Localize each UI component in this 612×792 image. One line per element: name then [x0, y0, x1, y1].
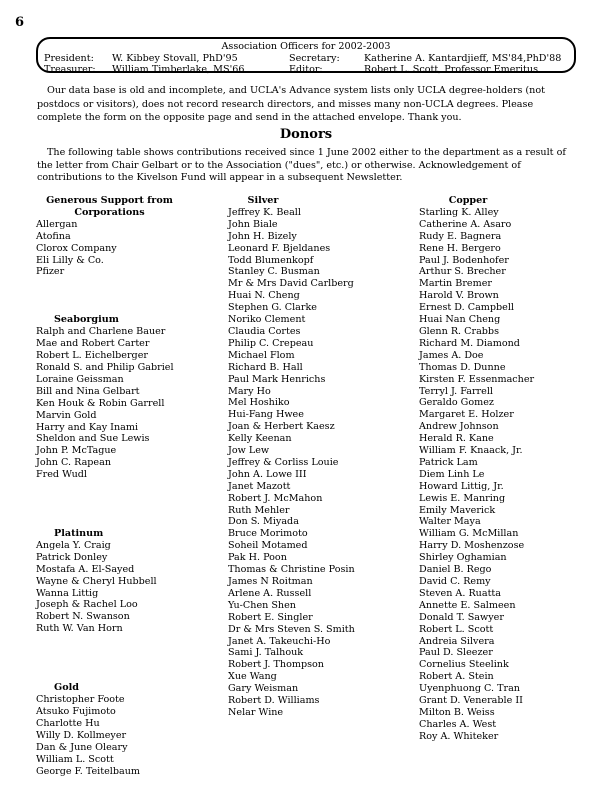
officers-title: Association Officers for 2002-2003	[221, 41, 391, 52]
donor-name: Allergan	[36, 218, 78, 230]
donor-name: Christopher Foote	[36, 694, 125, 706]
donor-name: Todd Blumenkopf	[228, 254, 314, 266]
donor-name: Harold V. Brown	[419, 290, 499, 302]
donor-name: Howard Littig, Jr.	[419, 480, 504, 492]
donor-name: Uyenphuong C. Tran	[419, 683, 520, 695]
donor-name: Ralph and Charlene Bauer	[36, 326, 166, 338]
donor-name: Terryl J. Farrell	[419, 385, 493, 397]
donor-name: Sheldon and Sue Lewis	[36, 433, 150, 445]
donor-name: Milton B. Weiss	[419, 706, 495, 718]
donor-name: Mr & Mrs David Carlberg	[228, 278, 354, 290]
donor-name: Fred Wudl	[36, 469, 87, 481]
donor-name: Don S. Miyada	[228, 516, 299, 528]
donor-name: Jeffrey & Corliss Louie	[228, 456, 339, 468]
donor-name: Starling K. Alley	[419, 206, 499, 218]
donor-name: Joseph & Rachel Loo	[36, 599, 138, 611]
officer-row	[38, 64, 574, 76]
donor-name: Ronald S. and Philip Gabriel	[36, 361, 174, 373]
donor-name: Jeffrey K. Beall	[228, 206, 301, 218]
donor-name: Harry and Kay Inami	[36, 421, 139, 433]
donor-name: Rene H. Bergero	[419, 242, 501, 254]
donor-name: Patrick Lam	[419, 456, 478, 468]
donor-name: John Biale	[228, 218, 278, 230]
donor-name: Walter Maya	[419, 516, 481, 528]
donor-name: Richard M. Diamond	[419, 337, 520, 349]
donor-name: Glenn R. Crabbs	[419, 325, 499, 337]
officer-name: Robert L. Scott, Professor Emeritus	[364, 64, 539, 75]
donors-heading: Donors	[279, 127, 333, 142]
seaborgium-list	[36, 326, 216, 481]
donor-name: Angela Y. Craig	[36, 539, 111, 551]
platinum-list	[36, 540, 216, 635]
donor-name: Stephen G. Clarke	[228, 302, 317, 314]
donor-name: Janet Mazott	[228, 480, 291, 492]
donor-name: James A. Doe	[419, 349, 484, 361]
donor-name: Ruth W. Van Horn	[36, 623, 123, 635]
donor-name: Mae and Robert Carter	[36, 338, 150, 350]
donor-name: Rudy E. Bagnera	[419, 230, 502, 242]
gold-list	[36, 694, 216, 777]
donor-name: George F. Teitelbaum	[36, 765, 140, 777]
donor-name: Kirsten F. Essenmacher	[419, 373, 535, 385]
silver-list	[228, 207, 408, 719]
donor-name: William L. Scott	[36, 753, 114, 765]
donor-name: Cornelius Steelink	[419, 659, 509, 671]
donor-name: David C. Remy	[419, 576, 491, 587]
donor-column-1	[36, 195, 216, 777]
donor-name: Geraldo Gomez	[419, 397, 494, 409]
donor-column-3	[419, 195, 599, 743]
donor-name: Robert L. Eichelberger	[36, 350, 148, 362]
donor-name: Huai N. Cheng	[228, 290, 300, 302]
donor-name: Paul D. Sleezer	[419, 647, 493, 659]
donor-name: Jow Lew	[228, 445, 270, 457]
donor-name: Yu-Chen Shen	[228, 599, 296, 611]
donor-name: Ernest D. Campbell	[419, 302, 514, 314]
donor-name: Charlotte Hu	[36, 717, 100, 729]
donor-name: Michael Flom	[228, 349, 295, 361]
donor-name: Hui-Fang Hwee	[228, 409, 304, 421]
donor-name: Diem Linh Le	[419, 468, 485, 480]
donor-name: Grant D. Venerable II	[419, 695, 523, 707]
donor-name: Wayne & Cheryl Hubbell	[36, 575, 157, 587]
donor-name: Robert J. Thompson	[228, 659, 324, 671]
donor-name: Sami J. Talhouk	[228, 647, 304, 659]
donor-column-2	[228, 195, 408, 719]
donor-name: Andreia Silvera	[419, 635, 495, 647]
generous-list	[36, 219, 216, 279]
donor-name: Bill and Nina Gelbart	[36, 385, 140, 397]
donor-name: Philip C. Crepeau	[228, 337, 314, 349]
donor-name: Soheil Motamed	[228, 540, 308, 552]
officers-box	[36, 37, 576, 73]
generous-heading-2: Corporations	[74, 206, 145, 218]
donor-name: William G. McMillan	[419, 528, 519, 540]
donor-name: John P. McTague	[36, 445, 117, 457]
platinum-heading: Platinum	[54, 528, 104, 540]
donor-name: Annette E. Salmeen	[419, 599, 516, 611]
donor-name: Lewis E. Manring	[419, 492, 506, 504]
seaborgium-heading: Seaborgium	[54, 314, 119, 326]
donor-name: Robert A. Stein	[419, 671, 494, 683]
donor-name: Ruth Mehler	[228, 504, 290, 516]
generous-heading: Generous Support from	[46, 195, 173, 206]
donor-name: Bruce Morimoto	[228, 528, 308, 540]
officer-role: Secretary:	[289, 53, 340, 64]
donor-name: John H. Bizely	[228, 230, 297, 242]
donor-name: Mel Hoshiko	[228, 397, 290, 409]
gold-heading: Gold	[54, 682, 79, 694]
donor-name: Claudia Cortes	[228, 325, 301, 337]
donor-name: Loraine Geissman	[36, 373, 124, 385]
donor-name: Patrick Donley	[36, 551, 108, 563]
donor-name: Eli Lilly & Co.	[36, 254, 104, 266]
donor-name: Harry D. Moshenzose	[419, 540, 525, 552]
donor-name: Noriko Clement	[228, 314, 306, 326]
donor-name: Willy D. Kollmeyer	[36, 729, 127, 741]
intro-paragraph: Our data base is old and incomplete, and UCLA's Advance system lists only UCLA degree-holders (not postdocs or visitors), does not record research directors, and misses many non-UCLA degrees. Please complete the form on the opposite page and send in the attached envelope. Thank you.	[37, 85, 545, 123]
officer-role: Treasurer:	[44, 64, 96, 75]
officer-name: William Timberlake, MS'66	[112, 64, 245, 75]
donors-intro: The following table shows contributions received since 1 June 2002 either to the department as a result of the letter from Chair Gelbart or to the Association ("dues", etc.) or otherwise. Acknowledgement of contributions to the Kivelson Fund will appear in a subsequent Newsletter.	[37, 147, 566, 183]
copper-list	[419, 207, 599, 743]
donor-name: Wanna Littig	[36, 587, 99, 599]
donor-name: Leonard F. Bjeldanes	[228, 242, 331, 254]
donor-name: Mostafa A. El-Sayed	[36, 563, 135, 575]
donor-name: Pfizer	[36, 266, 65, 278]
donor-name: Ken Houk & Robin Garrell	[36, 397, 165, 409]
donor-name: Donald T. Sawyer	[419, 611, 504, 623]
silver-heading: Silver	[247, 195, 279, 206]
donor-name: Janet A. Takeuchi-Ho	[228, 635, 331, 647]
donor-name: Charles A. West	[419, 718, 497, 730]
donor-name: Paul J. Bodenhofer	[419, 254, 509, 266]
donor-name: Gary Weisman	[228, 683, 299, 695]
donor-name: Shirley Oghamian	[419, 552, 507, 564]
donor-name: Paul Mark Henrichs	[228, 373, 326, 385]
donor-name: Robert J. McMahon	[228, 492, 323, 504]
donor-name: Andrew Johnson	[419, 421, 499, 433]
officer-role: President:	[44, 53, 94, 64]
donor-name: Kelly Keenan	[228, 433, 292, 445]
donor-name: Robert N. Swanson	[36, 611, 130, 623]
donor-name: Robert L. Scott	[419, 623, 494, 635]
donor-name: Clorox Company	[36, 242, 117, 254]
donor-name: Robert E. Singler	[228, 611, 313, 623]
donor-name: Nelar Wine	[228, 706, 284, 718]
donor-name: Martin Bremer	[419, 278, 492, 290]
donor-name: Xue Wang	[228, 671, 277, 683]
donor-name: John C. Rapean	[36, 457, 112, 469]
officer-role: Editor:	[289, 64, 323, 75]
donor-name: Dr & Mrs Steven S. Smith	[228, 623, 355, 635]
donor-name: Margaret E. Holzer	[419, 409, 514, 421]
page-number: 6	[15, 15, 25, 30]
donor-name: Thomas D. Dunne	[419, 361, 506, 373]
donor-name: Mary Ho	[228, 385, 271, 397]
donor-name: Catherine A. Asaro	[419, 218, 512, 230]
donor-name: Atsuko Fujimoto	[36, 706, 116, 717]
donor-name: Roy A. Whiteker	[419, 730, 499, 742]
copper-heading: Copper	[448, 195, 488, 206]
donor-name: Steven A. Ruatta	[419, 587, 502, 599]
donor-name: Daniel B. Rego	[419, 564, 492, 576]
donor-name: Herald R. Kane	[419, 433, 494, 445]
officer-name: W. Kibbey Stovall, PhD'95	[112, 53, 238, 64]
donor-name: Pak H. Poon	[228, 552, 287, 564]
donor-name: William F. Knaack, Jr.	[419, 445, 523, 457]
donor-name: Atofina	[36, 230, 71, 242]
donor-name: Robert D. Williams	[228, 695, 320, 707]
donor-name: Richard B. Hall	[228, 361, 303, 373]
donor-name: John A. Lowe III	[228, 468, 307, 480]
donor-name: Arthur S. Brecher	[419, 266, 506, 278]
donor-name: Huai Nan Cheng	[419, 314, 501, 326]
officer-name: Katherine A. Kantardjieff, MS'84,PhD'88	[364, 53, 562, 64]
donor-name: Dan & June Oleary	[36, 741, 128, 753]
donor-name: Marvin Gold	[36, 409, 97, 421]
donor-name: James N Roitman	[228, 576, 313, 587]
donor-name: Thomas & Christine Posin	[228, 564, 355, 576]
donor-name: Arlene A. Russell	[228, 587, 312, 599]
donor-name: Stanley C. Busman	[228, 266, 320, 278]
donor-name: Emily Maverick	[419, 504, 496, 516]
donor-name: Joan & Herbert Kaesz	[228, 421, 335, 433]
